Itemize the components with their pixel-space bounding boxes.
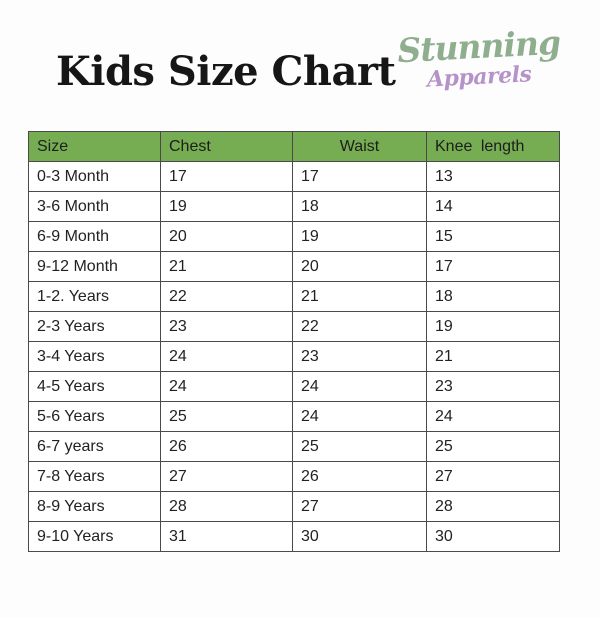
value-cell: 25 — [427, 432, 560, 462]
size-cell: 0-3 Month — [29, 162, 161, 192]
column-header-size: Size — [29, 132, 161, 162]
table-row — [29, 282, 560, 312]
value-cell: 25 — [293, 432, 427, 462]
size-chart-table — [28, 131, 560, 552]
value-cell: 17 — [293, 162, 427, 192]
column-header-chest: Chest — [161, 132, 293, 162]
value-cell: 20 — [161, 222, 293, 252]
value-cell: 27 — [427, 462, 560, 492]
size-cell: 3-6 Month — [29, 192, 161, 222]
value-cell: 26 — [161, 432, 293, 462]
size-cell: 5-6 Years — [29, 402, 161, 432]
value-cell: 25 — [161, 402, 293, 432]
size-cell: 2-3 Years — [29, 312, 161, 342]
table-row — [29, 162, 560, 192]
table-header — [29, 132, 560, 162]
value-cell: 22 — [293, 312, 427, 342]
column-header-waist: Waist — [293, 132, 427, 162]
size-cell: 6-7 years — [29, 432, 161, 462]
value-cell: 18 — [427, 282, 560, 312]
value-cell: 28 — [161, 492, 293, 522]
value-cell: 30 — [427, 522, 560, 552]
value-cell: 31 — [161, 522, 293, 552]
value-cell: 21 — [161, 252, 293, 282]
table-row — [29, 402, 560, 432]
table-row — [29, 522, 560, 552]
value-cell: 24 — [293, 402, 427, 432]
value-cell: 21 — [293, 282, 427, 312]
value-cell: 21 — [427, 342, 560, 372]
value-cell: 20 — [293, 252, 427, 282]
value-cell: 23 — [161, 312, 293, 342]
value-cell: 24 — [161, 372, 293, 402]
value-cell: 19 — [293, 222, 427, 252]
header-row — [29, 132, 560, 162]
size-cell: 6-9 Month — [29, 222, 161, 252]
value-cell: 27 — [293, 492, 427, 522]
table-row — [29, 432, 560, 462]
brand-name: Stunning — [396, 22, 561, 71]
value-cell: 13 — [427, 162, 560, 192]
value-cell: 19 — [427, 312, 560, 342]
brand-logo — [396, 22, 561, 93]
value-cell: 23 — [293, 342, 427, 372]
value-cell: 28 — [427, 492, 560, 522]
table-body — [29, 162, 560, 552]
size-cell: 4-5 Years — [29, 372, 161, 402]
size-cell: 3-4 Years — [29, 342, 161, 372]
value-cell: 17 — [427, 252, 560, 282]
table-row — [29, 462, 560, 492]
value-cell: 14 — [427, 192, 560, 222]
table-row — [29, 372, 560, 402]
value-cell: 17 — [161, 162, 293, 192]
value-cell: 22 — [161, 282, 293, 312]
size-cell: 9-10 Years — [29, 522, 161, 552]
value-cell: 19 — [161, 192, 293, 222]
value-cell: 30 — [293, 522, 427, 552]
value-cell: 27 — [161, 462, 293, 492]
size-cell: 8-9 Years — [29, 492, 161, 522]
column-header-knee-length: Knee length — [427, 132, 560, 162]
value-cell: 24 — [161, 342, 293, 372]
table-row — [29, 192, 560, 222]
page-title: Kids Size Chart — [56, 48, 396, 95]
value-cell: 23 — [427, 372, 560, 402]
table-row — [29, 492, 560, 522]
size-cell: 9-12 Month — [29, 252, 161, 282]
size-cell: 7-8 Years — [29, 462, 161, 492]
value-cell: 24 — [293, 372, 427, 402]
value-cell: 26 — [293, 462, 427, 492]
table-row — [29, 342, 560, 372]
value-cell: 15 — [427, 222, 560, 252]
size-cell: 1-2. Years — [29, 282, 161, 312]
brand-subname: Apparels — [426, 61, 532, 93]
table-row — [29, 222, 560, 252]
table-row — [29, 312, 560, 342]
value-cell: 24 — [427, 402, 560, 432]
value-cell: 18 — [293, 192, 427, 222]
table-row — [29, 252, 560, 282]
